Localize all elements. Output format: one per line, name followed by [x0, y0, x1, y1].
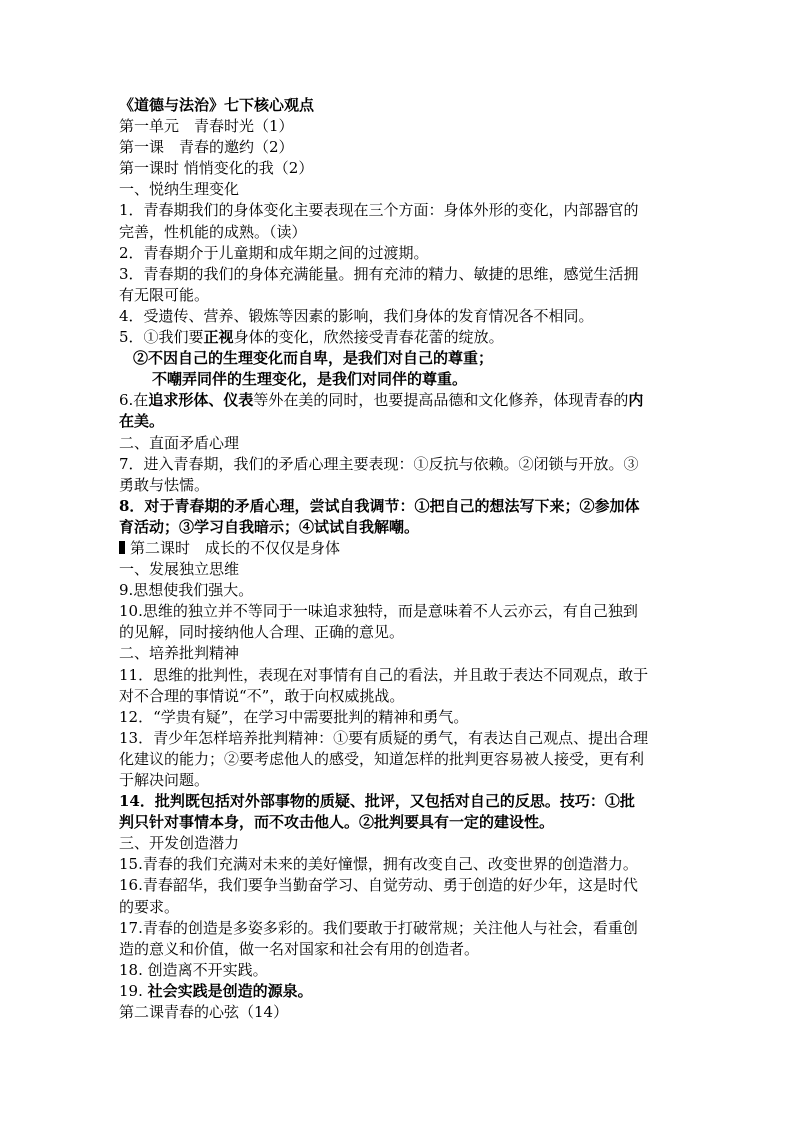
text-fragment: 6.在: [119, 391, 149, 410]
text-line: 于解决问题。: [119, 771, 210, 789]
document-title: 《道德与法治》七下核心观点: [119, 96, 315, 114]
section-heading: 二、培养批判精神: [119, 644, 240, 663]
text-line-19: [119, 981, 679, 1002]
emphasis-line: 育活动；③学习自我暗示；④试试自我解嘲。: [119, 517, 420, 536]
text-line: 18. 创造离不开实践。: [119, 960, 268, 979]
emphasis-text: 社会实践是创造的源泉。: [147, 981, 313, 1000]
text-line: 的见解，同时接纳他人合理、正确的意见。: [119, 623, 405, 642]
text-line: 7．进入青春期，我们的矛盾心理主要表现：①反抗与依赖。②闭锁与开放。③: [119, 454, 639, 473]
text-fragment: 5．①我们要: [119, 328, 204, 347]
text-fragment: 等外在美的同时，也要提高品德和文化修养，体现青春的: [253, 391, 629, 410]
period-heading-text: 第二课时 成长的不仅仅是身体: [130, 538, 341, 557]
text-line: 11．思维的批判性，表现在对事情有自己的看法，并且敢于表达不同观点，敢于: [119, 665, 649, 684]
text-line: 勇敢与怯懦。: [119, 475, 210, 494]
text-line: 16.青春韶华，我们要争当勤奋学习、自觉劳动、勇于创造的好少年，这是时代: [119, 876, 638, 895]
emphasis-text: 正视: [203, 328, 234, 347]
text-line: 对不合理的事情说“不”，敢于向权威挑战。: [119, 686, 405, 705]
text-line: 13．青少年怎样培养批判精神：①要有质疑的勇气，有表达自己观点、提出合理: [119, 728, 649, 747]
text-line: 2．青春期介于儿童期和成年期之间的过渡期。: [119, 243, 429, 262]
text-line: 有无限可能。: [119, 285, 210, 304]
text-line: 化建议的能力；②要考虑他人的感受，知道怎样的批判更容易被人接受，更有利: [119, 749, 645, 768]
emphasis-text: 追求形体、仪表: [148, 391, 254, 410]
text-line-6: [119, 390, 679, 411]
text-fragment: 身体的变化，欣然接受青春花蕾的绽放。: [233, 328, 504, 347]
emphasis-line: 不嘲弄同伴的生理变化，是我们对同伴的尊重。: [152, 370, 468, 389]
text-line: 17.青春的创造是多姿多彩的。我们要敢于打破常规；关注他人与社会，看重创: [119, 918, 638, 937]
text-line: 15.青春的我们充满对未来的美好憧憬，拥有改变自己、改变世界的创造潜力。: [119, 855, 638, 874]
bullet-icon: [119, 541, 125, 554]
text-line: 3．青春期的我们的身体充满能量。拥有充沛的精力、敏捷的思维，感觉生活拥: [119, 264, 639, 283]
period-heading: 第一课时 悄悄变化的我（2）: [119, 159, 314, 178]
text-line: 完善，性机能的成熟。（读）: [119, 222, 307, 241]
text-line-5: [119, 327, 679, 348]
section-heading: 三、开发创造潜力: [119, 834, 240, 853]
emphasis-line: 14．批判既包括对外部事物的质疑、批评，又包括对自己的反思。技巧：①批: [119, 792, 635, 811]
emphasis-line: ②不因自己的生理变化而自卑，是我们对自己的尊重；: [133, 349, 494, 368]
emphasis-text: 内: [628, 391, 644, 410]
period-heading: [119, 538, 679, 559]
text-fragment: 19.: [119, 981, 148, 1000]
emphasis-line: 8．对于青春期的矛盾心理，尝试自我调节：①把自己的想法写下来；②参加体: [119, 496, 640, 515]
lesson-heading: 第一课 青春的邀约（2）: [119, 138, 294, 157]
emphasis-line: 判只针对事情本身，而不攻击他人。②批判要具有一定的建设性。: [119, 813, 555, 832]
unit-heading: 第一单元 青春时光（1）: [119, 117, 294, 136]
text-line: 造的意义和价值，做一名对国家和社会有用的创造者。: [119, 939, 480, 958]
text-line: 12．“学贵有疑”，在学习中需要批判的精神和勇气。: [119, 707, 469, 726]
document-body: [119, 95, 679, 1023]
text-line: 9.思想使我们强大。: [119, 581, 254, 600]
lesson-heading: 第二课青春的心弦（14）: [119, 1003, 289, 1022]
text-line: 的要求。: [119, 897, 180, 916]
text-line: 10.思维的独立并不等同于一味追求独特，而是意味着不人云亦云，有自己独到: [119, 602, 638, 621]
text-line: 4．受遗传、营养、锻炼等因素的影响，我们身体的发育情况各不相同。: [119, 306, 594, 325]
section-heading: 一、悦纳生理变化: [119, 180, 240, 199]
text-line: 1．青春期我们的身体变化主要表现在三个方面：身体外形的变化，内部器官的: [119, 201, 639, 220]
section-heading: 一、发展独立思维: [119, 560, 240, 579]
section-heading: 二、直面矛盾心理: [119, 433, 240, 452]
emphasis-line: 在美。: [119, 412, 165, 431]
